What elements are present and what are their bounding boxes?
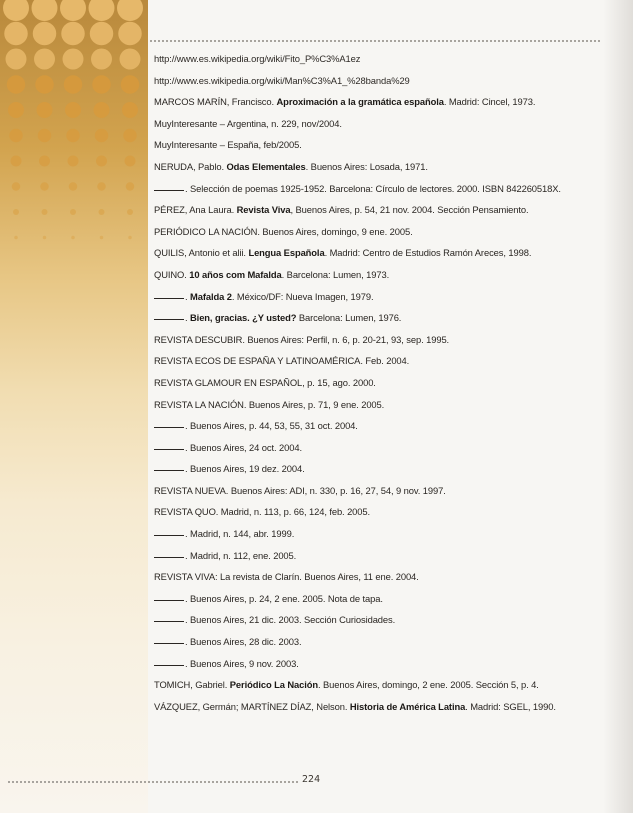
decorative-dot <box>38 129 52 143</box>
bibliography-entry <box>154 635 564 648</box>
entry-text: . <box>185 312 191 324</box>
entry-details: . Madrid: Centro de Estudios Ramón Areces, 1998. <box>324 247 532 259</box>
decorative-dot <box>32 0 58 21</box>
decorative-dot <box>34 49 55 70</box>
entry-text: . Buenos Aires, 21 dic. 2003. Sección Curiosidades. <box>185 614 396 626</box>
bibliography-entry <box>154 484 564 497</box>
entry-text: MARCOS MARÍN, Francisco. <box>154 96 277 108</box>
bibliography-entry <box>154 311 564 324</box>
entry-text: http://www.es.wikipedia.org/wiki/Fito_P%C3%A1ez <box>154 53 361 64</box>
entry-details: , Buenos Aires, p. 54, 21 nov. 2004. Sección Pensamiento. <box>290 204 529 216</box>
bibliography-list <box>154 52 564 721</box>
bibliography-entry <box>154 657 564 670</box>
bibliography-entry <box>154 117 564 130</box>
decorative-dot <box>89 0 115 21</box>
bibliography-entry <box>154 160 564 173</box>
bibliography-entry <box>154 505 564 518</box>
entry-title: Periódico La Nación <box>229 679 318 691</box>
decorative-dot <box>96 156 107 167</box>
entry-text: VÁZQUEZ, Germán; MARTÍNEZ DÍAZ, Nelson. <box>154 700 350 712</box>
decorative-dot <box>91 49 112 70</box>
decorative-dot <box>37 102 53 118</box>
entry-text: PÉREZ, Ana Laura. <box>154 204 237 216</box>
entry-text: NERUDA, Pablo. <box>154 160 227 172</box>
bibliography-entry <box>154 354 564 367</box>
decorative-dot <box>7 75 26 94</box>
entry-text: REVISTA LA NACIÓN. Buenos Aires, p. 71, 9 ene. 2005. <box>154 398 385 410</box>
entry-details: . Buenos Aires, domingo, 2 ene. 2005. Sección 5, p. 4. <box>317 679 539 691</box>
bibliography-entry <box>154 138 564 151</box>
decorative-dot <box>14 236 18 240</box>
entry-title: Aproximación a la gramática española <box>276 96 444 108</box>
decorative-dot <box>35 75 54 94</box>
entry-text: . Madrid, n. 112, ene. 2005. <box>185 549 297 561</box>
decorative-dot <box>99 209 105 215</box>
decorative-dot <box>94 102 110 118</box>
decorative-dot <box>6 49 27 70</box>
bibliography-entry <box>154 419 564 432</box>
decorative-dot <box>121 75 140 94</box>
entry-text: . Buenos Aires, p. 44, 53, 55, 31 oct. 2004. <box>185 420 358 432</box>
decorative-dot <box>8 102 24 118</box>
entry-details: . Madrid: Cincel, 1973. <box>443 96 536 108</box>
decorative-dot <box>13 209 19 215</box>
bibliography-entry <box>154 376 564 389</box>
bottom-dotted-rule <box>8 781 298 783</box>
decorative-dot <box>40 182 49 191</box>
bibliography-entry <box>154 95 564 108</box>
entry-text: MuyInteresante – Argentina, n. 229, nov/2004. <box>154 117 342 129</box>
entry-text: REVISTA VIVA: La revista de Clarín. Buenos Aires, 11 ene. 2004. <box>154 571 419 583</box>
top-dotted-rule <box>150 40 600 42</box>
entry-text: REVISTA GLAMOUR EN ESPAÑOL, p. 15, ago. 2000. <box>154 376 376 388</box>
entry-text: REVISTA QUO. Madrid, n. 113, p. 66, 124, feb. 2005. <box>154 506 371 518</box>
entry-text: . Buenos Aires, 28 dic. 2003. <box>185 636 302 648</box>
decorative-dot <box>92 75 111 94</box>
bibliography-entry <box>154 549 564 562</box>
decorative-dot <box>90 22 114 46</box>
bibliography-entry <box>154 441 564 454</box>
decorative-dot <box>128 236 132 240</box>
decorative-dot <box>65 102 81 118</box>
repeat-author-line <box>154 665 184 666</box>
entry-text: . Buenos Aires, 9 nov. 2003. <box>185 657 299 669</box>
decorative-dot <box>43 236 47 240</box>
decorative-dot <box>100 236 104 240</box>
decorative-dot <box>95 129 109 143</box>
bibliography-entry <box>154 246 564 259</box>
entry-title: Lengua Española <box>248 247 325 259</box>
entry-details: . Madrid: SGEL, 1990. <box>465 700 556 712</box>
repeat-author-line <box>154 600 184 601</box>
entry-text: . Selección de poemas 1925-1952. Barcelona: Círculo de lectores. 2000. ISBN 842260518X. <box>185 182 561 194</box>
decorative-dot <box>63 49 84 70</box>
repeat-author-line <box>154 621 184 622</box>
repeat-author-line <box>154 470 184 471</box>
decorative-dot <box>69 182 78 191</box>
entry-text: . <box>185 290 191 302</box>
decorative-dot <box>118 22 142 46</box>
repeat-author-line <box>154 319 184 320</box>
bibliography-entry <box>154 268 564 281</box>
repeat-author-line <box>154 557 184 558</box>
decorative-dot <box>120 49 141 70</box>
entry-text: REVISTA DESCUBIR. Buenos Aires: Perfil, n. 6, p. 20-21, 93, sep. 1995. <box>154 333 450 345</box>
decorative-dot <box>39 156 50 167</box>
bibliography-entry <box>154 182 564 195</box>
entry-text: QUINO. <box>154 268 190 280</box>
entry-details: . Barcelona: Lumen, 1973. <box>281 268 390 280</box>
decorative-dot <box>4 22 28 46</box>
entry-text: REVISTA NUEVA. Buenos Aires: ADI, n. 330, p. 16, 27, 54, 9 nov. 1997. <box>154 484 446 496</box>
decorative-dot-pattern <box>0 0 148 260</box>
entry-text: REVISTA ECOS DE ESPAÑA Y LATINOAMÉRICA. Feb. 2004. <box>154 355 410 367</box>
entry-text: http://www.es.wikipedia.org/wiki/Man%C3%A1_%28banda%29 <box>154 74 410 86</box>
entry-title: 10 años com Mafalda <box>189 268 282 280</box>
bibliography-entry <box>154 52 564 65</box>
bibliography-entry <box>154 398 564 411</box>
decorative-dot <box>9 129 23 143</box>
bibliography-entry <box>154 462 564 475</box>
bibliography-entry <box>154 74 564 87</box>
entry-title: Historia de América Latina <box>349 700 466 712</box>
bibliography-entry <box>154 613 564 626</box>
entry-title: Revista Viva <box>236 204 291 216</box>
decorative-dot <box>33 22 57 46</box>
entry-title: Odas Elementales <box>226 160 306 172</box>
decorative-dot <box>122 102 138 118</box>
decorative-dot <box>61 22 85 46</box>
entry-text: . Buenos Aires, 24 oct. 2004. <box>185 441 302 453</box>
bibliography-entry <box>154 225 564 238</box>
repeat-author-line <box>154 535 184 536</box>
repeat-author-line <box>154 449 184 450</box>
repeat-author-line <box>154 427 184 428</box>
entry-title: Mafalda 2 <box>190 290 232 302</box>
entry-text: . Madrid, n. 144, abr. 1999. <box>185 528 295 540</box>
entry-text: MuyInteresante – España, feb/2005. <box>154 139 302 151</box>
page-number: 224 <box>302 774 321 785</box>
bibliography-entry <box>154 203 564 216</box>
decorative-dot <box>117 0 143 21</box>
entry-text: QUILIS, Antonio et alii. <box>154 247 249 259</box>
decorative-dot <box>66 129 80 143</box>
decorative-dot <box>126 182 135 191</box>
decorative-dot <box>97 182 106 191</box>
decorative-dot <box>60 0 86 21</box>
decorative-dot <box>3 0 29 21</box>
bibliography-entry <box>154 333 564 346</box>
repeat-author-line <box>154 643 184 644</box>
entry-text: PERIÓDICO LA NACIÓN. Buenos Aires, domingo, 9 ene. 2005. <box>154 225 413 237</box>
decorative-dot <box>11 156 22 167</box>
entry-details: Barcelona: Lumen, 1976. <box>296 312 402 324</box>
entry-title: Bien, gracias. ¿Y usted? <box>190 312 297 324</box>
decorative-dot <box>70 209 76 215</box>
bibliography-entry <box>154 700 564 713</box>
bibliography-entry <box>154 570 564 583</box>
entry-text: TOMICH, Gabriel. <box>154 679 230 691</box>
entry-text: . Buenos Aires, 19 dez. 2004. <box>185 463 305 475</box>
repeat-author-line <box>154 190 184 191</box>
entry-details: . México/DF: Nueva Imagen, 1979. <box>231 290 374 302</box>
decorative-dot <box>42 209 48 215</box>
decorative-dot <box>64 75 83 94</box>
repeat-author-line <box>154 298 184 299</box>
decorative-dot <box>125 156 136 167</box>
bibliography-entry <box>154 527 564 540</box>
decorative-dot <box>71 236 75 240</box>
entry-details: . Buenos Aires: Losada, 1971. <box>305 160 428 172</box>
page-fold-shadow <box>603 0 633 813</box>
decorative-dot <box>68 156 79 167</box>
bibliography-entry <box>154 290 564 303</box>
decorative-dot <box>127 209 133 215</box>
decorative-side-band <box>0 0 148 813</box>
bibliography-entry <box>154 592 564 605</box>
bibliography-entry <box>154 678 564 691</box>
decorative-dot <box>12 182 21 191</box>
decorative-dot <box>123 129 137 143</box>
entry-text: . Buenos Aires, p. 24, 2 ene. 2005. Nota de tapa. <box>185 592 383 604</box>
